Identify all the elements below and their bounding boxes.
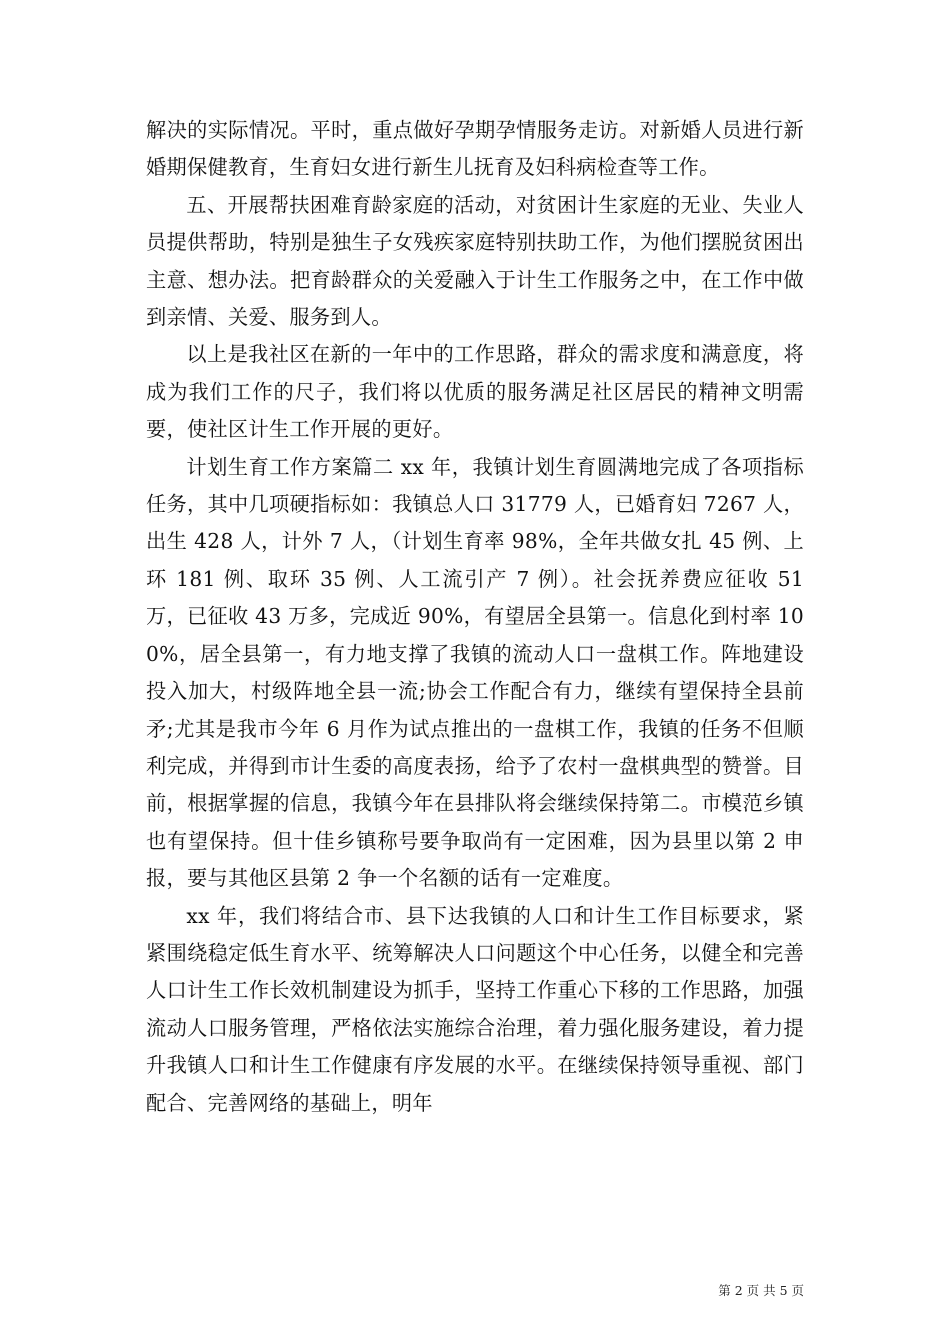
paragraph-1: 解决的实际情况。平时，重点做好孕期孕情服务走访。对新婚人员进行新婚期保健教育，生育妇女进行新生儿抚育及妇科病检查等工作。 — [146, 118, 804, 180]
paragraph-3: 以上是我社区在新的一年中的工作思路，群众的需求度和满意度，将成为我们工作的尺子，我们将以优质的服务满足社区居民的精神文明需要，使社区计生工作开展的更好。 — [146, 342, 804, 442]
paragraph-4: 计划生育工作方案篇二 xx 年，我镇计划生育圆满地完成了各项指标任务，其中几项硬指标如：我镇总人口 31779 人，已婚育妇 7267 人，出生 428 人，计外 7 人，（计划生育率 98%，全年共做女扎 45 例、上环 181 例、取环 35 例、人工流引产 7 例）。社会抚养费应征收 51 万，已征收 43 万多，完成近 90%，有望居全县第一。信息化到村率 100%，居全县第一，有力地支撑了我镇的流动人口一盘棋工作。阵地建设投入加大，村级阵地全县一流;协会工作配合有力，继续有望保持全县前矛;尤其是我市今年 6 月作为试点推出的一盘棋工作，我镇的任务不但顺利完成，并得到市计生委的高度表扬，给予了农村一盘棋典型的赞誉。目前，根据掌握的信息，我镇今年在县排队将会继续保持第二。市模范乡镇也有望保持。但十佳乡镇称号要争取尚有一定困难，因为县里以第 2 申报，要与其他区县第 2 争一个名额的话有一定难度。 — [146, 454, 804, 891]
paragraph-2: 五、开展帮扶困难育龄家庭的活动，对贫困计生家庭的无业、失业人员提供帮助，特别是独生子女残疾家庭特别扶助工作，为他们摆脱贫困出主意、想办法。把育龄群众的关爱融入于计生工作服务之中，在工作中做到亲情、关爱、服务到人。 — [146, 192, 804, 330]
paragraph-5: xx 年，我们将结合市、县下达我镇的人口和计生工作目标要求，紧紧围绕稳定低生育水平、统筹解决人口问题这个中心任务，以健全和完善人口计生工作长效机制建设为抓手，坚持工作重心下移的工作思路，加强流动人口服务管理，严格依法实施综合治理，着力强化服务建设，着力提升我镇人口和计生工作健康有序发展的水平。在继续保持领导重视、部门配合、完善网络的基础上，明年 — [146, 903, 804, 1115]
page-number-footer: 第 2 页 共 5 页 — [718, 1283, 804, 1298]
document-body — [146, 112, 804, 1122]
